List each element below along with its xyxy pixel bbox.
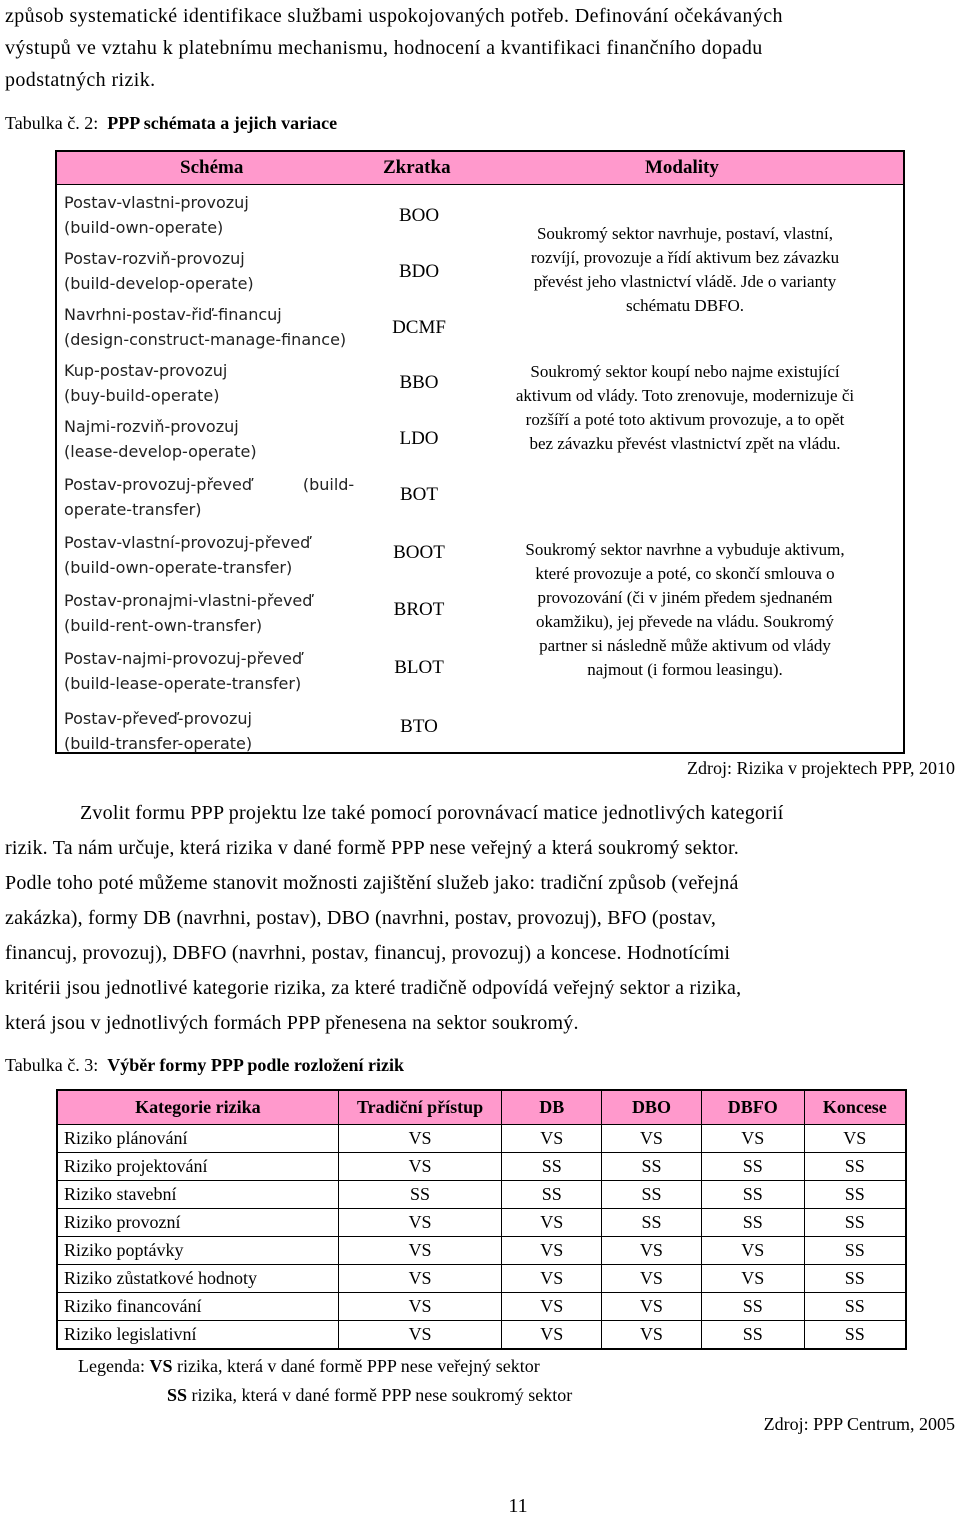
risk-bearer-cell: SS	[701, 1181, 804, 1209]
legend-vs-text: rizika, která v dané formě PPP nese veřejný sektor	[176, 1356, 540, 1376]
intro-text	[5, 0, 955, 96]
header-traditional: Tradiční přístup	[338, 1090, 502, 1125]
abbr-cell: BTO	[400, 716, 438, 737]
table2-source: Zdroj: PPP Centrum, 2005	[763, 1414, 955, 1434]
paragraph-line: zakázka), formy DB (navrhni, postav), DBO (navrhni, postav, provozuj), BFO (postav,	[5, 907, 717, 929]
risk-bearer-cell: SS	[338, 1181, 502, 1209]
risk-bearer-cell: VS	[502, 1265, 602, 1293]
schema-cell: Postav-rozviň-provozuj (build-develop-operate)	[64, 249, 254, 293]
schemes-table-header	[57, 152, 903, 185]
table2-caption	[5, 1055, 404, 1076]
risk-bearer-cell: VS	[338, 1237, 502, 1265]
risk-table-row	[57, 1265, 906, 1293]
risk-bearer-cell: VS	[602, 1321, 702, 1350]
header-modality: Modality	[645, 157, 719, 178]
risk-bearer-cell: SS	[701, 1209, 804, 1237]
risk-bearer-cell: VS	[502, 1237, 602, 1265]
risk-bearer-cell: SS	[602, 1153, 702, 1181]
risk-bearer-cell: SS	[804, 1181, 906, 1209]
header-risk-category: Kategorie rizika	[57, 1090, 338, 1125]
abbr-cell: LDO	[399, 428, 439, 449]
table2-caption-title: Výběr formy PPP podle rozložení rizik	[107, 1055, 404, 1075]
paragraph-line: kritérii jsou jednotlivé kategorie rizika, za které tradičně odpovídá veřejný sektor a rizika,	[5, 977, 742, 999]
modality-cell: Soukromý sektor navrhuje, postaví, vlastní, rozvíjí, provozuje a řídí aktivum bez závazku převést jeho vlastnictví vládě. Jde o varianty schématu DBFO.	[530, 224, 840, 315]
intro-line: způsob systematické identifikace službami uspokojovaných potřeb. Definování očekávaných	[5, 5, 783, 27]
risk-bearer-cell: SS	[701, 1321, 804, 1350]
legend-vs-key: VS	[149, 1356, 173, 1376]
risk-table-row	[57, 1321, 906, 1350]
schema-cell: Postav-najmi-provozuj-převeď (build-lease-operate-transfer)	[64, 649, 303, 693]
risk-category-cell: Riziko plánování	[57, 1125, 338, 1153]
risk-bearer-cell: VS	[602, 1237, 702, 1265]
modality-cell: Soukromý sektor koupí nebo najme existující aktivum od vlády. Toto zrenovuje, modernizuje či rozšíří a poté toto aktivum provozuje, a to opět bez závazku převést vlastnictví zpět na vládu.	[515, 362, 855, 453]
risk-table-row	[57, 1181, 906, 1209]
paragraph-line: Zvolit formu PPP projektu lze také pomocí porovnávací matice jednotlivých kategorií	[80, 802, 784, 824]
table1-caption	[5, 113, 337, 134]
abbr-cell: BLOT	[394, 657, 444, 678]
risk-bearer-cell: VS	[338, 1125, 502, 1153]
table1-caption-title: PPP schémata a jejich variace	[107, 113, 338, 133]
risk-bearer-cell: VS	[502, 1209, 602, 1237]
risk-bearer-cell: VS	[701, 1265, 804, 1293]
risk-bearer-cell: VS	[502, 1321, 602, 1350]
risk-bearer-cell: SS	[804, 1153, 906, 1181]
header-dbfo: DBFO	[701, 1090, 804, 1125]
risk-bearer-cell: VS	[602, 1125, 702, 1153]
risk-category-cell: Riziko projektování	[57, 1153, 338, 1181]
risk-category-cell: Riziko stavební	[57, 1181, 338, 1209]
paragraph-line: financuj, provozuj), DBFO (navrhni, postav, financuj, provozuj) a koncese. Hodnotícími	[5, 942, 731, 964]
risk-category-cell: Riziko legislativní	[57, 1321, 338, 1350]
header-concession: Koncese	[804, 1090, 906, 1125]
schema-cell: Najmi-rozviň-provozuj (lease-develop-operate)	[64, 417, 257, 461]
paragraph-line: rizik. Ta nám určuje, která rizika v dané formě PPP nese veřejný a která soukromý sektor.	[5, 837, 739, 859]
table1-caption-prefix: Tabulka č. 2:	[5, 113, 99, 133]
risk-bearer-cell: VS	[338, 1265, 502, 1293]
risk-category-cell: Riziko financování	[57, 1293, 338, 1321]
paragraph-line: Podle toho poté můžeme stanovit možnosti zajištění služeb jako: tradiční způsob (veřejná	[5, 872, 739, 894]
risk-bearer-cell: SS	[804, 1293, 906, 1321]
abbr-cell: DCMF	[392, 317, 446, 338]
intro-line: výstupů ve vztahu k platebnímu mechanismu, hodnocení a kvantifikaci finančního dopadu	[5, 37, 763, 59]
risk-bearer-cell: VS	[804, 1125, 906, 1153]
abbr-cell: BBO	[399, 372, 439, 393]
risk-bearer-cell: SS	[804, 1237, 906, 1265]
risk-allocation-table	[56, 1089, 907, 1350]
schema-cell: Postav-vlastní-provozuj-převeď (build-own-operate-transfer)	[64, 533, 311, 577]
schema-cell: Postav-provozuj-převeď (build- operate-transfer)	[64, 475, 355, 519]
risk-bearer-cell: VS	[701, 1237, 804, 1265]
risk-category-cell: Riziko provozní	[57, 1209, 338, 1237]
risk-bearer-cell: VS	[602, 1265, 702, 1293]
schema-cell: Kup-postav-provozuj (buy-build-operate)	[64, 361, 228, 405]
header-dbo: DBO	[602, 1090, 702, 1125]
abbr-cell: BOT	[400, 484, 438, 505]
risk-category-cell: Riziko zůstatkové hodnoty	[57, 1265, 338, 1293]
risk-table-row	[57, 1209, 906, 1237]
legend-ss	[167, 1385, 572, 1406]
risk-bearer-cell: VS	[502, 1293, 602, 1321]
legend-label: Legenda:	[78, 1356, 145, 1376]
legend-ss-key: SS	[167, 1385, 188, 1405]
risk-bearer-cell: SS	[701, 1153, 804, 1181]
abbr-cell: BOO	[398, 205, 440, 226]
risk-bearer-cell: SS	[701, 1293, 804, 1321]
risk-bearer-cell: VS	[338, 1153, 502, 1181]
risk-bearer-cell: VS	[338, 1293, 502, 1321]
risk-bearer-cell: SS	[804, 1265, 906, 1293]
header-abbr: Zkratka	[383, 157, 451, 178]
table2-caption-prefix: Tabulka č. 3:	[5, 1055, 99, 1075]
intro-line: podstatných rizik.	[5, 69, 156, 91]
page-number: 11	[508, 1495, 528, 1517]
modality-cell: Soukromý sektor navrhne a vybuduje aktivum, které provozuje a poté, co skončí smlouva o provozování (či v jiném předem sjednaném okamžiku), jej převede na vládu. Soukromý partner si následně může aktivum od vlády najmout (i formou leasingu).	[525, 540, 845, 679]
risk-bearer-cell: VS	[701, 1125, 804, 1153]
risk-bearer-cell: SS	[602, 1209, 702, 1237]
risk-table-row	[57, 1153, 906, 1181]
risk-table-row	[57, 1237, 906, 1265]
header-schema: Schéma	[180, 157, 244, 178]
abbr-cell: BOOT	[393, 542, 445, 563]
risk-category-cell: Riziko poptávky	[57, 1237, 338, 1265]
risk-bearer-cell: VS	[338, 1321, 502, 1350]
risk-table-row	[57, 1293, 906, 1321]
abbr-cell: BROT	[393, 599, 445, 620]
schema-cell: Navrhni-postav-řiď-financuj (design-construct-manage-finance)	[64, 305, 347, 349]
risk-table-row	[57, 1125, 906, 1153]
paragraph-line: která jsou v jednotlivých formách PPP přenesena na sektor soukromý.	[5, 1012, 579, 1034]
body-paragraph	[5, 796, 955, 1041]
risk-bearer-cell: SS	[804, 1321, 906, 1350]
table1-source: Zdroj: Rizika v projektech PPP, 2010	[687, 758, 955, 778]
risk-table-header-row	[57, 1090, 906, 1125]
risk-bearer-cell: SS	[502, 1181, 602, 1209]
schema-cell: Postav-vlastni-provozuj (build-own-operate)	[64, 193, 249, 237]
risk-bearer-cell: VS	[338, 1209, 502, 1237]
schema-cell: Postav-převeď-provozuj (build-transfer-operate)	[64, 709, 253, 753]
risk-bearer-cell: VS	[502, 1125, 602, 1153]
legend-vs	[78, 1356, 540, 1377]
abbr-cell: BDO	[398, 261, 440, 282]
risk-bearer-cell: VS	[602, 1293, 702, 1321]
risk-bearer-cell: SS	[804, 1209, 906, 1237]
risk-bearer-cell: SS	[502, 1153, 602, 1181]
header-db: DB	[502, 1090, 602, 1125]
legend-ss-text: rizika, která v dané formě PPP nese soukromý sektor	[191, 1385, 573, 1405]
schema-cell: Postav-pronajmi-vlastni-převeď (build-rent-own-transfer)	[64, 591, 313, 635]
schemes-table	[55, 150, 905, 754]
risk-bearer-cell: SS	[602, 1181, 702, 1209]
